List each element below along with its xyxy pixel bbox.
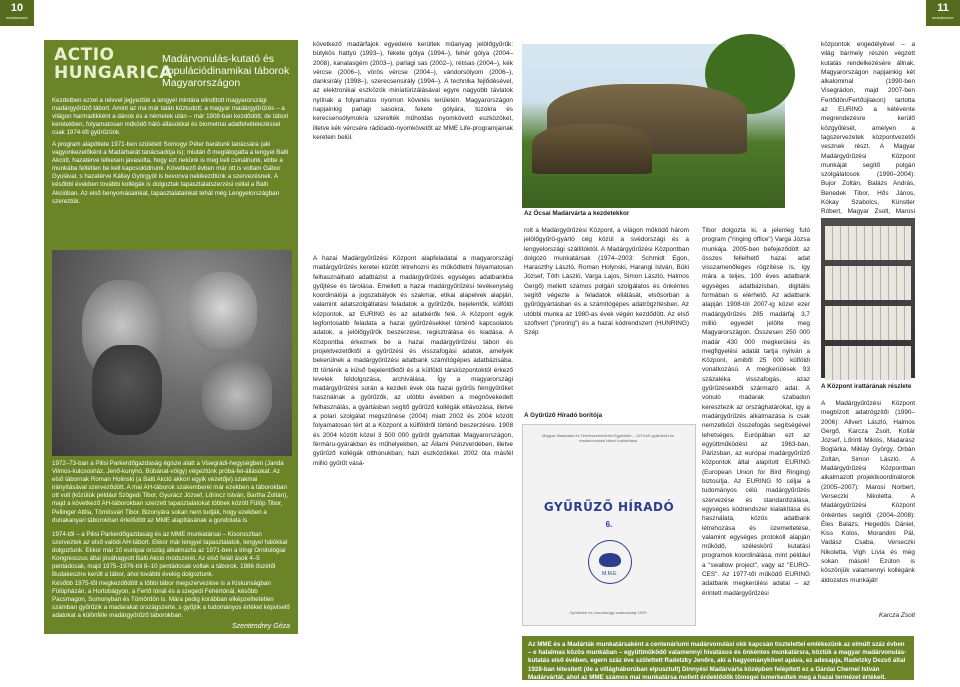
booklet-cover: Magyar Madártani és Természetvédelmi Egyesület – 1974-től gyűrűzési és madárvonulási tábori tudósításai GYŰRŰZŐ HÍRADÓ 6. M.M.E. Gyűrűzési és vonulásügyi szakosztály 1992 <box>522 424 696 626</box>
photo-caption: Az Ócsai Madárvárta a kezdetekkor <box>524 210 630 217</box>
hut-photo <box>522 44 785 208</box>
photo-caption: A Gyűrűző Híradó borítója <box>524 412 603 419</box>
text-column: rolt a Madárgyűrűzési Központ, a világon működő három jelölőgyűrű-gyártó cég közül a svédországi és a lengyelországi szállítóktól. A Madárgyűrűzési Központban dolgozó munkatársak (1974–2003: Schmidt Egon, Haraszthy László, Roman Holynski, Harangi István, Büki József, Tóth László, Varga Lajos, Simon László, Halmos Gergő) mellett számos polgári szolgálatos és önkéntes segítő végezte a feladatok ellátását, elsősorban a gyűrűgyártásban és a számítógépes adatrögzítésben. Az utóbbi munka az 1980-as évek végén kezdődött. Az első szoftvert ("proring") és a hazai kódrendszert (HUNRING) Szép <box>524 227 689 337</box>
feature-panel <box>44 40 298 634</box>
article-paragraph: A program alapötlete 1971-ben született Somogyi Péter barátunk tanácsára (aki vagyonkezelőként a Madárbarát tanácsadója is); miután ő meglátogatta a lengyel Balti Akciót, hazatérve lelkesen javasolta, hogy ezt nekünk is meg kell csinálnunk, ebbe a munkába feltétlen be kell kapcsolódnunk. Következő évben már ott is voltam Gábor Gyulával, s hazatérve Kállay Györgyöt is bevonva nekikezdtünk a szervezésnek. A későbbi években további kollégák is dolgoztak tapasztalatszerzési céllal a Balti Akcióban. Az első benyomásainkat, tapasztalatainkat tehát még Lengyelországban szereztük. <box>52 141 289 205</box>
text-column: központok engedélyével – a világ bármely részén végzett kutatás rendelkezésére állnak. Magyarországon napjainkig két alkalommal (1990-ben Visegrádon, majd 2007-ben Fertődön/Fertőújlakon) tartotta az EURING a kétévente megrendezésre kerülő közgyűlését, amelyen a tagszervezetek központvezetői vesznek részt. A Magyar Madárgyűrűzési Központ munkáját segítő polgári szolgálatosok (1990–2004): Bujor Zoltán, Balázs András, Benedek Tibor, Hős János, Kókay Szabolcs, Künstler Róbert, Magyar Zsolt, Marosi <box>821 41 915 216</box>
bird-logo-icon: M.M.E. <box>588 540 632 584</box>
article-headline: Madárvonulás-kutató és populációdinamikai táborok Magyarországon <box>162 53 290 89</box>
author-signature: Szentendrey Géza <box>232 623 290 630</box>
archive-photo <box>821 218 915 378</box>
article-paragraph: 1974-től – a Pilisi Parkerdőgazdaság és az MME munkatársai – Kisoroszban szerveztek az első valódi AH-tábort. Ekkor már lengyel tapasztalatok, lengyel hálókkal dolgoztunk. Ekkor már 10 európai ország alkalmazta az 1971-ben a tringi Ornitológiai Kongresszus által jóváhagyott Balti Akció módszerét. Az első feláll ások 4–5 pentádosak, majd 1975–1976-tól 8–10 pentádosak voltak a táborok. 1986 őszétől Budakeszire került a tábor, ahol további évekig dolgoztunk. <box>52 531 288 579</box>
page-number-right: 11 MADÁRBARÁT <box>926 0 960 26</box>
text-column: A Madárgyűrűzési Központ megbízott adatrögzítői (1990–2006): Allvert László, Halmos Gergő, Karcza Zsolt, Kollár József, Lőrinti Miklós, Madarász Boglárka, Miklay György, Orbán Zoltán, Simon László. A Madárgyűrűzési Központban alkalmazott projektkoordinátorok (2005–2007): Marosi Norbert, Verseczki Nikoletta. A Madárgyűrűzési Központ önkéntes segítői (2004–2008): Éles Balázs, Hegedűs Dániel, Kiss Kolos, Morandini Pál, Vadász Csaba, Verseczki Nikoletta, Vigh Lívia és még sokan mások! Ezúton is köszönjük valamennyi kollégánk áldozatos munkáját! <box>821 400 915 584</box>
photo-caption: A Központ irattárának részlete <box>821 383 912 390</box>
author-signature: Karcza Zsolt <box>878 612 915 619</box>
text-column: Tibor dolgozta ki, a jelenleg futó program ("ringing office") Varga Józsa munkája. 2005-ben befejeződött az összes fellelhető hazai adat visszamenőleges rögzítése is, így mára a teljes, 100 éves adatbank egységes adatbázisban, digitális formában is elérhető. Az adatbank alapján 1908-tól 2007-ig közel ezer madárgyűrűzés 285 madárfaj 3,7 millió egyedét jelölte meg Magyarországon. Összesen 250 000 madár 430 000 megkerülési és megfigyelési adatát tartja nyilván a Központ, amiből 25 000 külföldi vonatkozású. A megkerülések 93 százaléka visszafogás, azaz gyűrűzésekből származó adat. A vonuló madarak szabadon keresztezik az országhatárokat, így a madárgyűrűzés alkalmazása is csak nemzetközi összefogás segítségével lehetséges. Európában ezt az együttműködést az 1963-ban, Párizsban, az európai madárgyűrűző központok által alapított EURING (European Union for Bird Ringing) biztosítja. Az EURING fő céljai a tudományos célú madárgyűrűzés szervezése és standardizálása, egységes kódrendszer kialakítása és használata, közös adatbank létrehozása és üzemeltetése, valamint egységes protokoll alapján működő, széleskörű kutatási programok koordinálása, mint például a "swallow project", vagy az "EURO-CES". Az 1977-től működő EURING adatbank megkerülési adatai – az érintett madárgyűrűzési <box>702 227 810 597</box>
article-paragraph: 1972–73-ban a Pilisi Parkerdőgazdaság égisze alatt a Visegrádi-hegységben (Janda Vilmos-kulcsosház, Jenő-kunyhó, Bübánat-völgy) végeztünk próba-fel-állásokat. Az első tábornak Roman Holinski (a Balti Akció akkori egyik vezetője) szakmai irányításával szerveződött. A mai AH-táborok szakemberei már ezekben a táborokban ott volt (közülük például Szögedi Tibor, Gyurácz József, Lőrincz István, Bartha Zoltán), majd a következő AH-táborokban szerzett tapasztalatokat többek között Fülöp Tibor, Pellinger Attila, Tömösvári Tibor. Bizonyára sokan nem tudják, hogy ezekben a dunakanyari táborokban érlelődött az MME alapításának a gondolata is. <box>52 460 288 524</box>
closing-note-bar: Az MME és a Madárták munkatársaként a centenáriumi madárvonulási okk kapcsán tisztelettel emlékezünk az elmúlt száz évben – e hatalmas közös munkában – együttműködő valamennyi hivatásos és önkéntes munkatársra, köztük a magyar madárvonulás-kutatás első évében, egern száz éve születtett Radetzky Jenőre, aki a hagyománykövet apáva, ez adesapja, Radetzky Dezső által 1928-ban létesített (de a villágháborúban elpusztult) Dinnyési Madárvárta középben felépített ez a Gárdai Chernel István Madárvártát, ahol az MME számos mai munkatársa mellett érdeklődők tömegei ismerkedtek meg a hazai termézet értékeit. <box>522 636 914 680</box>
text-column: következő madárfajok egyedeire kerültek műanyag jelölőgyűrűk: bütykös hattyú (1993–), fekete gólya (1994–), fehér gólya (2004–2008), kanalasgém (2003–), parlagi sas (2002–), rétisas (2004–), kék vércse (2006–), vörös vércse (2004–), vándorsólyom (2006–), danksirály (1998–), szerecsensirály (1994–). A technika fejlődésével, az elektronikai eszközök miniatürizálásával egyre nagyobb távlatok nyílnak a folyamatos nyomon követés területén. Magyarországon napjainkig parlagi sasokra, fekete gólyára, túzokra és kerecsensólymokra szerelték műholdas nyomkövető eszközöket, illetve kék vércsére rádióadó-nyomkövetőt az MME Life-programjainak keretein belül. <box>313 41 513 141</box>
brand-logo: ACTIO HUNGARICA <box>54 45 173 83</box>
page-number-left: 10 MADÁRBARÁT <box>0 0 34 26</box>
text-column: A hazai Madárgyűrűzési Központ alapfeladatai a magyarországi madárgyűrűzés keretei között létrehozni és működtetni folyamatosan felhasználható adatbázist a madárgyűrűzés egységes adatbankba gyűjtése és tárolása. Emellett a hazai madárgyűrűzési tevékenység koordinálója a jogszabályok és szakmai, etikai alapelvek alapján, valamint adatszolgáltatási feladatok a gyűrűzők, bejelentők, külföldi központok, az EURING és az adatkérők felé. A Központ egyik legfontosabb feladata a hazai gyűrűzésekkel történő kapcsolatos adatok, a jelölőgyűrűk beszerzése, regisztrálása és kiadása. A Központba érkeznek be a hazai madárgyűrűzési tábori és projektvezetőktől a gyűrűzési és visszafogási adatok, amelyek bekerülnek a madárgyűrűzési adatbank számítógépes adatbázisába. Itt történik a külső bejelentőktől és a külföldi társközpontoktól érkező levelek feldolgozása, archiválása. Így a magyarországi madárgyűrűzési során a kezdeti évek óta hazai gyűrűs fémgyűrűket használnak a gyűrűzők, az utóbbi években a megnövekedett felhasználás, a gyártásban segítő gyűrűző kollégák eltávozása, illetve a polari szolgálat megszűnése (2004) miatt 2002 és 2004 között folyamatosan tért át a Központ a külföldről történő beszerzésre. 1908 és 2004 között közel 3 500 000 gyűrűt gyártottak Magyarországon, férmáru-gyárakban és műhelyekben, az Állami Pénzverdében, illetve gyűrűző kollégák otthonukban, házi eszközökkel. 2002 óta másfél millió gyűrűt vásá- <box>313 255 513 467</box>
article-lede: Kezdetben ezzel a névvel jegyeztük a lengyel mintára elindított magyarországi madárgyűrűző tábort. Amint az ma már talán köztudott, a magyar madárgyűrűzés – a világon harmadikként a dánok és a németek után – már 1908-ban kezdődött, de tábori keretekben, folyamatosan működő háló-állásokkal és biometriai adatfelvételezéssel csak 1974-től gyűrűzünk. <box>52 97 289 137</box>
article-paragraph: Később 1975-től megkezdődött a többi tábor megszervezése is a Kiskunságban Fülöpházán, a Hortobágyon, a Fertő tónál és a szegedi Fehértónál, késõbb Pacsmagon, Sumonyban és Tömördön is. Mára pedig korábban elképzelhetetlen számban gyűrűzik a madarakat országszerte, s gyűjtik a tudományos értéket képviselő adatokat a különféle madárgyűrűző táborokban. <box>52 580 290 620</box>
black-white-photo <box>52 250 292 456</box>
